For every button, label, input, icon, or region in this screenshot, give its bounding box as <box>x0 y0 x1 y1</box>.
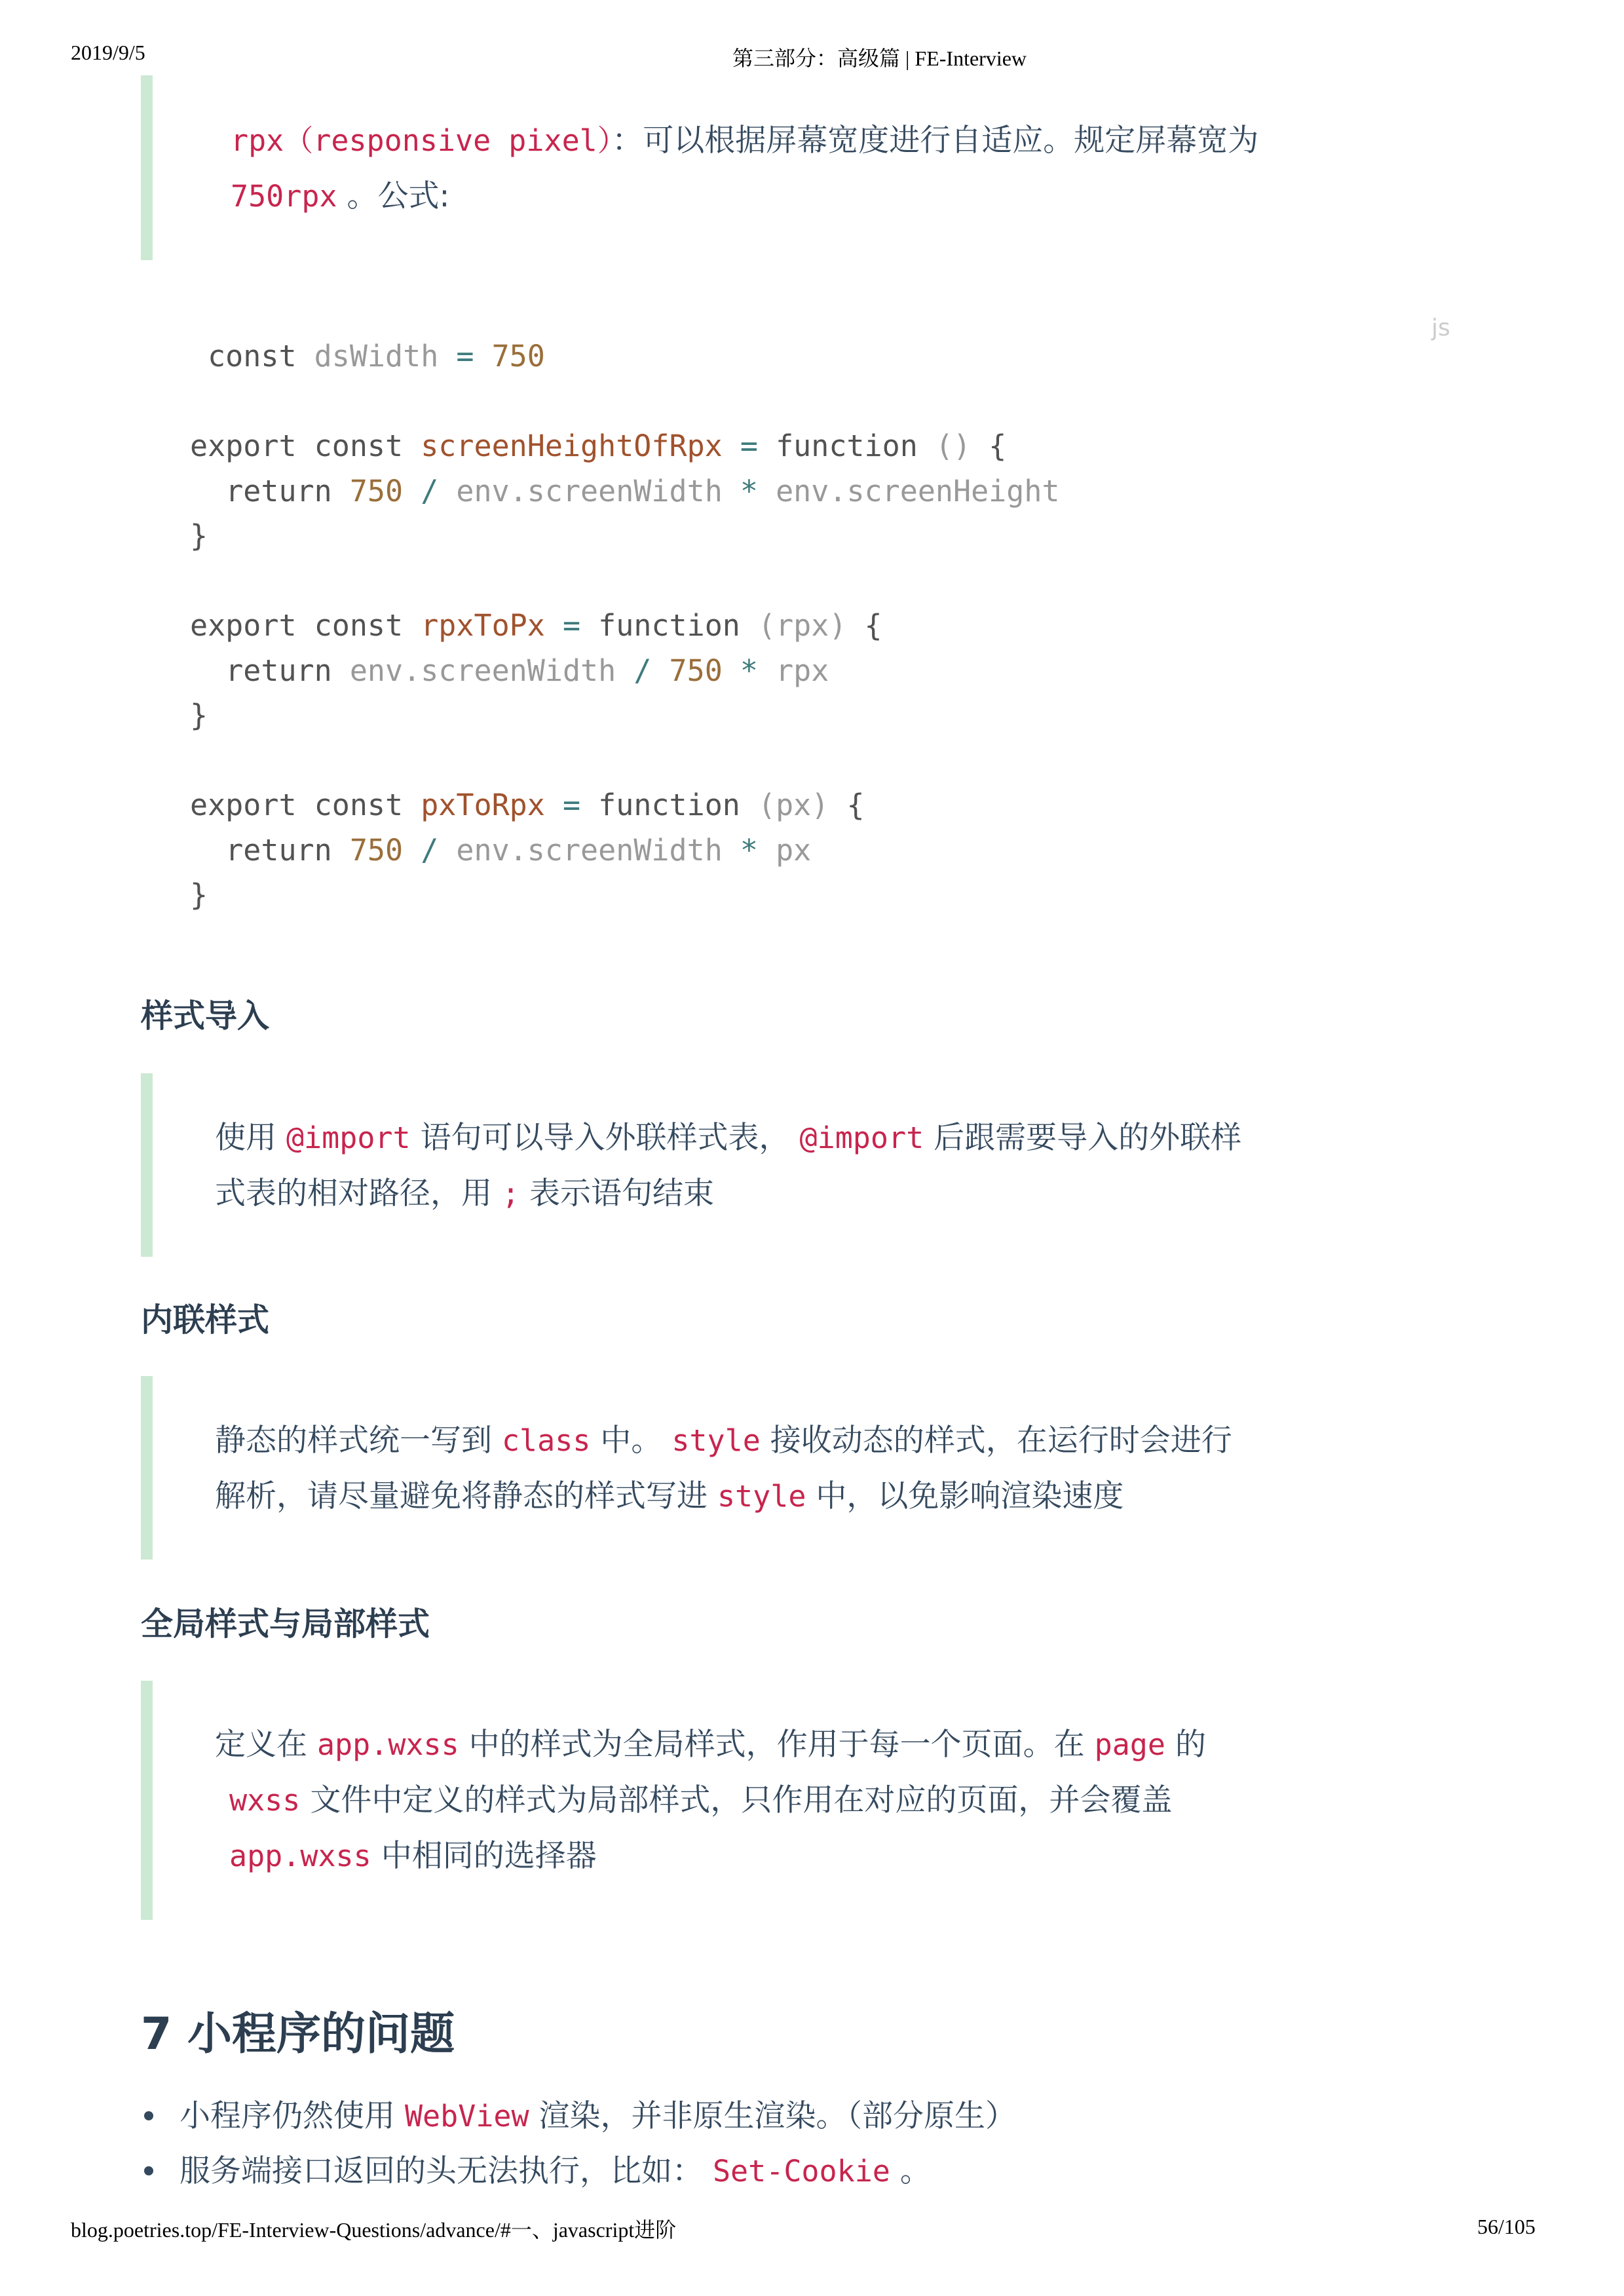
global-blockquote <box>141 1681 153 1920</box>
import-line-2: 式表的相对路径，用 ; 表示语句结束 <box>215 1176 714 1212</box>
code-block: const dsWidth = 750 export const screenHeightOfRpx = function () { return 750 / env.screenWidth * env.screenHeight } export const rpxToPx = function (rpx) { return env.screenWidth / 750 * rpx } export const pxToRpx = function (px) { return 750 / env.screenWidth * px } <box>190 339 1060 912</box>
section-title-inline: 内联样式 <box>141 1301 270 1339</box>
code-line-1: const dsWidth = 750 <box>208 339 545 373</box>
fn2-decl: export const rpxToPx = function (rpx) { <box>190 608 882 643</box>
inline-blockquote <box>141 1376 153 1559</box>
rpx-line-2: 750rpx 。公式: <box>231 178 450 214</box>
fn1-return: return 750 / env.screenWidth * env.screenHeight <box>225 473 1060 508</box>
fn2-return: return env.screenWidth / 750 * rpx <box>225 653 829 688</box>
section-title-import: 样式导入 <box>141 997 270 1035</box>
fn3-decl: export const pxToRpx = function (px) { <box>190 788 865 822</box>
global-line-3: app.wxss 中相同的选择器 <box>229 1838 597 1874</box>
fn1-decl: export const screenHeightOfRpx = function () { <box>190 429 1007 463</box>
page-number: 56/105 <box>1477 2215 1536 2238</box>
rpx-line-1: rpx（responsive pixel）：可以根据屏幕宽度进行自适应。规定屏幕宽为 <box>231 123 1259 159</box>
rpx-blockquote <box>141 75 153 260</box>
problem-item-2: 服务端接口返回的头无法执行，比如： Set-Cookie 。 <box>144 2147 931 2191</box>
750rpx-code: 750rpx <box>231 179 337 214</box>
rpx-code: rpx（responsive pixel） <box>231 123 613 158</box>
import-line-1: 使用 @import 语句可以导入外联样式表， @import 后跟需要导入的外联样 <box>215 1120 1242 1156</box>
print-url: blog.poetries.top/FE-Interview-Questions/advance/#一、javascript进阶 <box>71 2218 677 2242</box>
fn3-return: return 750 / env.screenWidth * px <box>225 832 812 868</box>
code-lang-label: js <box>1431 315 1450 341</box>
section-heading-problems: 7 小程序的问题 <box>141 2008 455 2060</box>
inline-line-2: 解析，请尽量避免将静态的样式写进 style 中，以免影响渲染速度 <box>215 1478 1124 1514</box>
section-title-global: 全局样式与局部样式 <box>141 1605 430 1643</box>
global-line-1: 定义在 app.wxss 中的样式为全局样式，作用于每一个页面。在 page 的 <box>215 1727 1206 1763</box>
inline-line-1: 静态的样式统一写到 class 中。 style 接收动态的样式，在运行时会进行 <box>215 1423 1232 1459</box>
print-date: 2019/9/5 <box>71 41 145 64</box>
bullet-icon <box>144 2166 153 2175</box>
bullet-icon <box>144 2111 153 2120</box>
print-title: 第三部分：高级篇 | FE-Interview <box>732 47 1027 70</box>
global-line-2: wxss 文件中定义的样式为局部样式，只作用在对应的页面，并会覆盖 <box>229 1782 1173 1818</box>
problem-item-1: 小程序仍然使用 WebView 渲染，并非原生渲染。（部分原生） <box>144 2092 1016 2135</box>
import-blockquote <box>141 1073 153 1257</box>
